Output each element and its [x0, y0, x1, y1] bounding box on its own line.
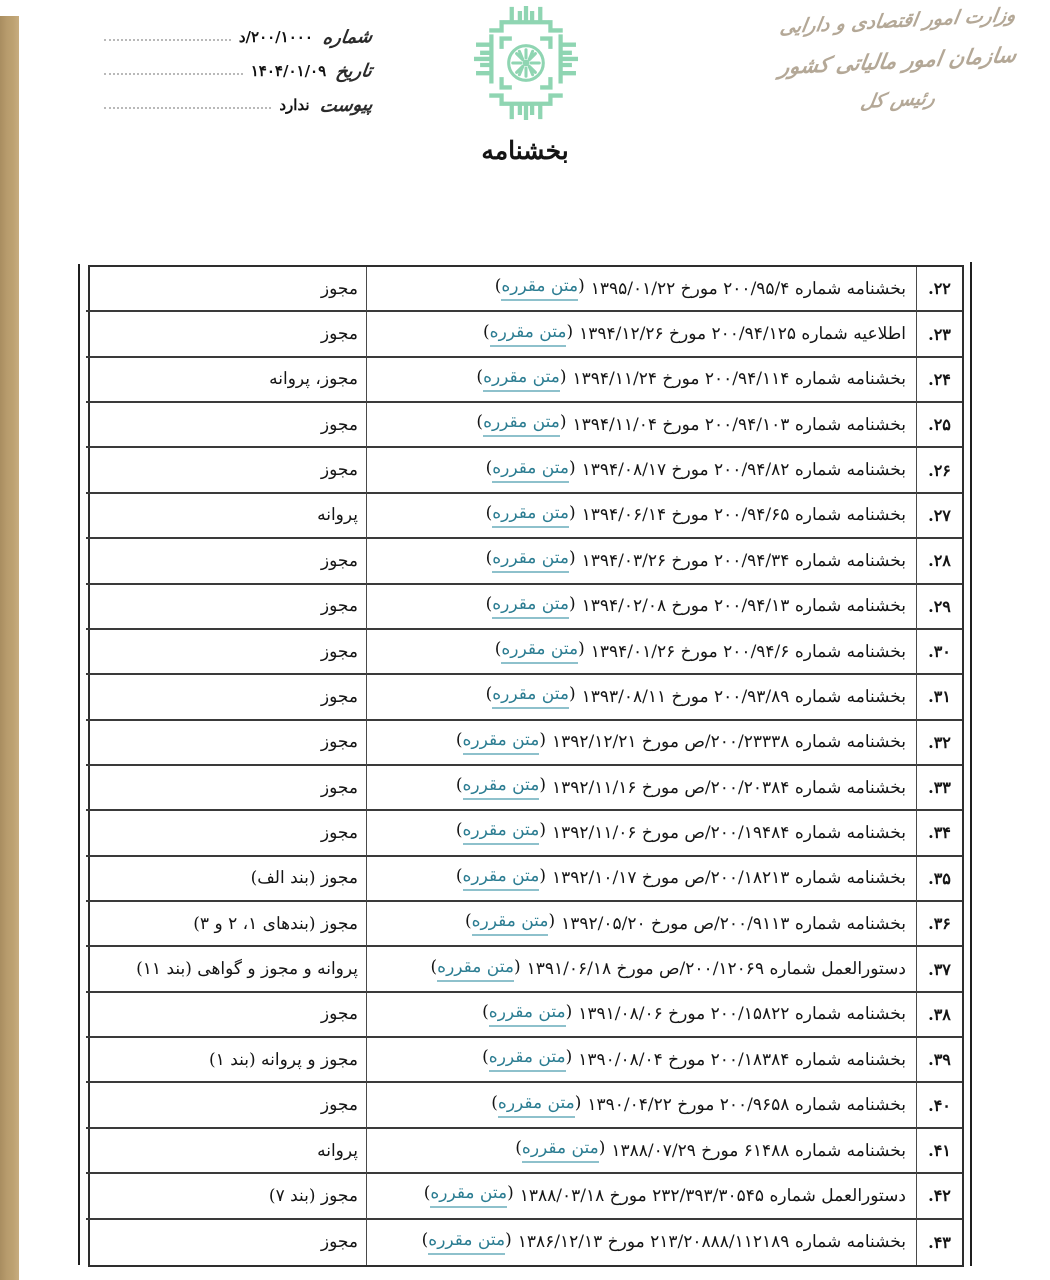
permit-type: مجوز — [320, 550, 358, 571]
regulation-text-link[interactable]: متن مقرره — [498, 1093, 575, 1118]
open-paren: ( — [539, 820, 546, 841]
row-number: ۳۱. — [928, 687, 951, 707]
permit-type: مجوز — [320, 1232, 358, 1253]
regulation-cell — [366, 448, 916, 493]
row-number-cell — [916, 312, 962, 357]
close-paren: ) — [494, 639, 502, 660]
open-paren: ( — [539, 775, 546, 796]
regulation-link-group — [482, 1047, 572, 1072]
close-paren: ) — [455, 865, 463, 886]
open-paren: ( — [565, 1047, 573, 1068]
close-paren: ) — [455, 820, 463, 841]
open-paren: ( — [539, 865, 546, 886]
regulation-link-group — [456, 820, 546, 845]
permit-type-cell — [86, 403, 366, 448]
regulation-link-group — [422, 1230, 512, 1255]
close-paren: ) — [455, 775, 463, 796]
date-label: تاریخ — [334, 60, 374, 83]
regulation-cell — [366, 1083, 916, 1128]
regulation-cell — [366, 403, 916, 448]
permit-type-cell — [86, 993, 366, 1038]
row-number: ۲۴. — [928, 369, 951, 389]
scan-edge-strip — [0, 16, 19, 1280]
permit-type-cell — [86, 358, 366, 403]
row-number-cell — [916, 902, 962, 947]
row-number: ۴۲. — [928, 1186, 951, 1206]
regulation-cell — [366, 902, 916, 947]
row-number-cell — [916, 1038, 962, 1083]
close-paren: ) — [485, 684, 493, 705]
regulation-text-link[interactable]: متن مقرره — [489, 1047, 566, 1072]
close-paren: ) — [476, 412, 484, 433]
permit-type: مجوز — [320, 732, 358, 753]
row-number-cell — [916, 630, 962, 675]
permit-type: مجوز — [320, 460, 358, 481]
regulation-text: بخشنامه شماره ۲۰۰/۲۳۳۳۸/ص مورخ ۱۳۹۲/۱۲/۲۱ — [551, 732, 906, 753]
close-paren: ) — [423, 1183, 431, 1204]
regulation-link-group — [486, 503, 576, 528]
regulation-cell — [366, 721, 916, 766]
row-number: ۳۰. — [928, 642, 951, 662]
open-paren: ( — [559, 412, 567, 433]
regulation-text: بخشنامه شماره ۲۰۰/۹۵/۴ مورخ ۱۳۹۵/۰۱/۲۲ — [590, 278, 906, 299]
permit-type-cell — [86, 1220, 366, 1265]
regulation-text-link[interactable]: متن مقرره — [492, 458, 569, 483]
row-number: ۲۲. — [928, 279, 951, 299]
regulation-text: بخشنامه شماره ۲۰۰/۹۶۵۸ مورخ ۱۳۹۰/۰۴/۲۲ — [587, 1095, 906, 1116]
regulation-link-group — [476, 367, 566, 392]
row-number: ۳۲. — [928, 732, 951, 752]
regulation-text: بخشنامه شماره ۲۰۰/۹۱۱۳/ص مورخ ۱۳۹۲/۰۵/۲۰ — [561, 913, 906, 934]
regulation-text-link[interactable]: متن مقرره — [490, 322, 567, 347]
regulation-text-link[interactable]: متن مقرره — [483, 367, 560, 392]
regulation-text: بخشنامه شماره ۲۰۰/۹۴/۸۲ مورخ ۱۳۹۴/۰۸/۱۷ — [581, 460, 906, 481]
regulation-text: بخشنامه شماره ۲۰۰/۱۸۲۱۳/ص مورخ ۱۳۹۲/۱۰/۱۷ — [551, 868, 906, 889]
regulation-cell — [366, 585, 916, 630]
permit-type-cell — [86, 539, 366, 584]
page-title: بخشنامه — [481, 136, 569, 165]
permit-type: مجوز — [320, 641, 358, 662]
open-paren: ( — [513, 956, 521, 977]
permit-type-cell — [86, 267, 366, 312]
row-number-cell — [916, 766, 962, 811]
permit-type: مجوز (بند الف) — [250, 868, 358, 889]
regulation-text: بخشنامه شماره ۲۰۰/۹۴/۱۳ مورخ ۱۳۹۴/۰۲/۰۸ — [581, 596, 906, 617]
regulation-link-group — [486, 548, 576, 573]
permit-type-cell — [86, 1083, 366, 1128]
regulation-link-group — [465, 911, 555, 936]
row-number: ۲۷. — [928, 505, 951, 525]
regulation-text-link[interactable]: متن مقرره — [492, 503, 569, 528]
open-paren: ( — [578, 639, 585, 660]
permit-type-cell — [86, 312, 366, 357]
regulation-text-link[interactable]: متن مقرره — [428, 1230, 505, 1255]
attachment-value: ندارد — [279, 96, 310, 114]
regulation-link-group — [486, 594, 576, 619]
row-number: ۳۶. — [928, 914, 951, 934]
permit-type: مجوز — [320, 1004, 358, 1025]
permit-type-cell — [86, 857, 366, 902]
permit-type-cell — [86, 494, 366, 539]
row-number: ۳۵. — [928, 868, 951, 888]
regulation-cell — [366, 766, 916, 811]
close-paren: ) — [476, 366, 484, 387]
row-number-cell — [916, 721, 962, 766]
open-paren: ( — [566, 321, 574, 342]
regulation-link-group — [491, 1093, 581, 1118]
row-number: ۳۷. — [928, 959, 951, 979]
regulation-cell — [366, 1129, 916, 1174]
row-number: ۳۹. — [928, 1050, 951, 1070]
regulation-text-link[interactable]: متن مقرره — [463, 775, 540, 800]
open-paren: ( — [505, 1229, 512, 1250]
permit-type: مجوز — [320, 324, 358, 345]
row-number-cell — [916, 947, 962, 992]
row-number: ۴۳. — [928, 1232, 951, 1252]
regulation-text-link[interactable]: متن مقرره — [522, 1138, 599, 1163]
regulation-link-group — [424, 1183, 514, 1208]
close-paren: ) — [485, 593, 493, 614]
number-value: ۲۰۰/۱۰۰۰/د — [238, 28, 313, 46]
close-paren: ) — [482, 1001, 489, 1022]
row-number-cell — [916, 494, 962, 539]
row-number-cell — [916, 448, 962, 493]
permit-type: مجوز و پروانه (بند ۱) — [209, 1049, 358, 1070]
regulation-text: بخشنامه شماره ۲۰۰/۹۴/۱۱۴ مورخ ۱۳۹۴/۱۱/۲۴ — [572, 369, 906, 390]
permit-type: پروانه و مجوز و گواهی (بند ۱۱) — [136, 959, 358, 980]
regulation-link-group — [486, 684, 576, 709]
attachment-label: پیوست — [317, 94, 374, 117]
regulation-text-link[interactable]: متن مقرره — [489, 1002, 566, 1027]
regulation-link-group — [495, 276, 585, 301]
regulation-text: دستورالعمل شماره ۲۳۲/۳۹۳/۳۰۵۴۵ مورخ ۱۳۸۸/۰۳/۱۸ — [519, 1185, 906, 1206]
regulations-table — [88, 265, 964, 1267]
date-field — [100, 48, 372, 82]
attachment-field — [100, 82, 372, 116]
permit-type-cell — [86, 1129, 366, 1174]
open-paren: ( — [569, 457, 576, 478]
dotted-leader — [104, 107, 271, 109]
row-number: ۲۵. — [928, 415, 951, 435]
regulation-text-link[interactable]: متن مقرره — [463, 820, 540, 845]
organization-name: سازمان امور مالیاتی کشور — [777, 41, 1019, 80]
regulation-cell — [366, 358, 916, 403]
number-label: شماره — [321, 26, 374, 49]
row-number: ۳۳. — [928, 778, 951, 798]
regulation-link-group — [476, 412, 566, 437]
regulation-text-link[interactable]: متن مقرره — [472, 911, 549, 936]
regulation-text: بخشنامه شماره ۲۰۰/۱۸۳۸۴ مورخ ۱۳۹۰/۰۸/۰۴ — [578, 1049, 906, 1070]
regulation-text-link[interactable]: متن مقرره — [463, 730, 540, 755]
row-number: ۲۹. — [928, 596, 951, 616]
tax-administration-logo-icon — [462, 6, 590, 120]
row-number: ۳۴. — [928, 823, 951, 843]
permit-type: مجوز — [320, 1095, 358, 1116]
close-paren: ) — [430, 956, 438, 977]
open-paren: ( — [569, 548, 576, 569]
permit-type: مجوز — [320, 278, 358, 299]
row-number-cell — [916, 358, 962, 403]
row-number: ۳۸. — [928, 1004, 951, 1024]
permit-type: پروانه — [317, 505, 358, 526]
regulation-link-group — [482, 1002, 572, 1027]
letterhead — [748, 3, 1048, 114]
row-number-cell — [916, 675, 962, 720]
permit-type: مجوز — [320, 686, 358, 707]
dotted-leader — [104, 39, 231, 41]
regulation-text-link[interactable]: متن مقرره — [430, 1183, 507, 1208]
open-paren: ( — [569, 684, 576, 705]
permit-type-cell — [86, 630, 366, 675]
regulation-cell — [366, 811, 916, 856]
row-number-cell — [916, 1129, 962, 1174]
row-number-cell — [916, 1083, 962, 1128]
dotted-leader — [104, 73, 243, 75]
regulation-cell — [366, 1038, 916, 1083]
permit-type-cell — [86, 902, 366, 947]
open-paren: ( — [507, 1183, 514, 1204]
permit-type-cell — [86, 1174, 366, 1219]
row-number: ۴۱. — [928, 1141, 951, 1160]
right-page-rule — [970, 262, 972, 1266]
row-number-cell — [916, 585, 962, 630]
regulation-text: بخشنامه شماره ۲۰۰/۹۴/۱۰۳ مورخ ۱۳۹۴/۱۱/۰۴ — [572, 414, 906, 435]
regulation-text: بخشنامه شماره ۲۰۰/۲۰۳۸۴/ص مورخ ۱۳۹۲/۱۱/۱۶ — [551, 777, 906, 798]
regulation-link-group — [483, 322, 573, 347]
row-number: ۲۸. — [928, 551, 951, 571]
regulation-text: بخشنامه شماره ۲۰۰/۱۵۸۲۲ مورخ ۱۳۹۱/۰۸/۰۶ — [578, 1004, 906, 1025]
close-paren: ) — [485, 502, 493, 523]
regulation-text: بخشنامه شماره ۲۰۰/۹۳/۸۹ مورخ ۱۳۹۳/۰۸/۱۱ — [581, 686, 906, 707]
open-paren: ( — [574, 1092, 582, 1113]
regulation-text-link[interactable]: متن مقرره — [437, 957, 514, 982]
ministry-name: وزارت امور اقتصادی و دارایی — [778, 3, 1018, 39]
row-number-cell — [916, 1220, 962, 1265]
number-field — [100, 14, 372, 48]
permit-type-cell — [86, 448, 366, 493]
open-paren: ( — [569, 502, 576, 523]
close-paren: ) — [485, 457, 493, 478]
close-paren: ) — [491, 1092, 498, 1113]
regulation-cell — [366, 1174, 916, 1219]
permit-type-cell — [86, 1038, 366, 1083]
permit-type: مجوز، پروانه — [269, 369, 358, 390]
regulation-cell — [366, 267, 916, 312]
regulation-text-link[interactable]: متن مقرره — [501, 276, 578, 301]
permit-type: مجوز — [320, 822, 358, 843]
close-paren: ) — [494, 276, 502, 297]
permit-type: پروانه — [317, 1140, 358, 1161]
regulation-text: بخشنامه شماره ۶۱۴۸۸ مورخ ۱۳۸۸/۰۷/۲۹ — [611, 1140, 906, 1161]
regulation-text: دستورالعمل شماره ۲۰۰/۱۲۰۶۹/ص مورخ ۱۳۹۱/۰۶/۱۸ — [526, 959, 906, 980]
regulation-link-group — [456, 866, 546, 891]
open-paren: ( — [559, 366, 567, 387]
close-paren: ) — [483, 321, 490, 342]
regulation-text-link[interactable]: متن مقرره — [483, 412, 560, 437]
regulation-cell — [366, 675, 916, 720]
row-number-cell — [916, 811, 962, 856]
regulation-text: بخشنامه شماره ۲۰۰/۹۴/۳۴ مورخ ۱۳۹۴/۰۳/۲۶ — [581, 550, 906, 571]
close-paren: ) — [455, 729, 463, 750]
regulation-link-group — [456, 730, 546, 755]
regulation-text-link[interactable]: متن مقرره — [501, 639, 578, 664]
open-paren: ( — [565, 1001, 573, 1022]
close-paren: ) — [482, 1047, 489, 1068]
permit-type: مجوز (بندهای ۱، ۲ و ۳) — [193, 913, 358, 934]
regulation-cell — [366, 1220, 916, 1265]
row-number-cell — [916, 539, 962, 584]
regulation-text-link[interactable]: متن مقرره — [492, 594, 569, 619]
open-paren: ( — [578, 276, 585, 297]
regulation-text: بخشنامه شماره ۲۱۳/۲۰۸۸۸/۱۱۲۱۸۹ مورخ ۱۳۸۶/۱۲/۱۳ — [517, 1232, 906, 1253]
permit-type-cell — [86, 811, 366, 856]
open-paren: ( — [569, 593, 576, 614]
row-number-cell — [916, 403, 962, 448]
regulation-link-group — [456, 775, 546, 800]
regulation-cell — [366, 630, 916, 675]
close-paren: ) — [421, 1229, 429, 1250]
open-paren: ( — [598, 1138, 606, 1158]
regulation-text: اطلاعیه شماره ۲۰۰/۹۴/۱۲۵ مورخ ۱۳۹۴/۱۲/۲۶ — [579, 324, 906, 345]
permit-type-cell — [86, 675, 366, 720]
regulation-cell — [366, 312, 916, 357]
row-number: ۲۳. — [928, 324, 951, 344]
regulation-text-link[interactable]: متن مقرره — [492, 548, 569, 573]
open-paren: ( — [548, 911, 556, 932]
regulation-cell — [366, 947, 916, 992]
regulation-text-link[interactable]: متن مقرره — [463, 866, 540, 891]
date-value: ۱۴۰۴/۰۱/۰۹ — [250, 62, 327, 80]
close-paren: ) — [465, 911, 472, 932]
permit-type-cell — [86, 585, 366, 630]
permit-type: مجوز — [320, 777, 358, 798]
regulation-cell — [366, 857, 916, 902]
row-number: ۴۰. — [928, 1095, 951, 1115]
row-number-cell — [916, 857, 962, 902]
row-number-cell — [916, 267, 962, 312]
permit-type: مجوز — [320, 414, 358, 435]
permit-type: مجوز (بند ۷) — [268, 1185, 358, 1206]
regulation-text: بخشنامه شماره ۲۰۰/۹۴/۶ مورخ ۱۳۹۴/۰۱/۲۶ — [590, 641, 906, 662]
close-paren: ) — [485, 548, 493, 569]
regulation-text: بخشنامه شماره ۲۰۰/۹۴/۶۵ مورخ ۱۳۹۴/۰۶/۱۴ — [581, 505, 906, 526]
row-number-cell — [916, 1174, 962, 1219]
regulation-link-group — [431, 957, 521, 982]
permit-type-cell — [86, 947, 366, 992]
row-number-cell — [916, 993, 962, 1038]
regulation-text: بخشنامه شماره ۲۰۰/۱۹۴۸۴/ص مورخ ۱۳۹۲/۱۱/۰۶ — [551, 822, 906, 843]
regulation-cell — [366, 993, 916, 1038]
regulation-cell — [366, 494, 916, 539]
row-number: ۲۶. — [928, 460, 951, 480]
open-paren: ( — [539, 729, 546, 750]
permit-type: مجوز — [320, 596, 358, 617]
close-paren: ) — [515, 1138, 522, 1158]
regulation-link-group — [495, 639, 585, 664]
left-page-rule — [78, 264, 80, 1265]
permit-type-cell — [86, 766, 366, 811]
regulation-link-group — [486, 458, 576, 483]
regulation-text-link[interactable]: متن مقرره — [492, 684, 569, 709]
director-general-title: رئیس کل — [859, 86, 937, 114]
permit-type-cell — [86, 721, 366, 766]
document-meta-fields — [100, 14, 372, 116]
regulation-cell — [366, 539, 916, 584]
regulation-link-group — [515, 1138, 605, 1163]
